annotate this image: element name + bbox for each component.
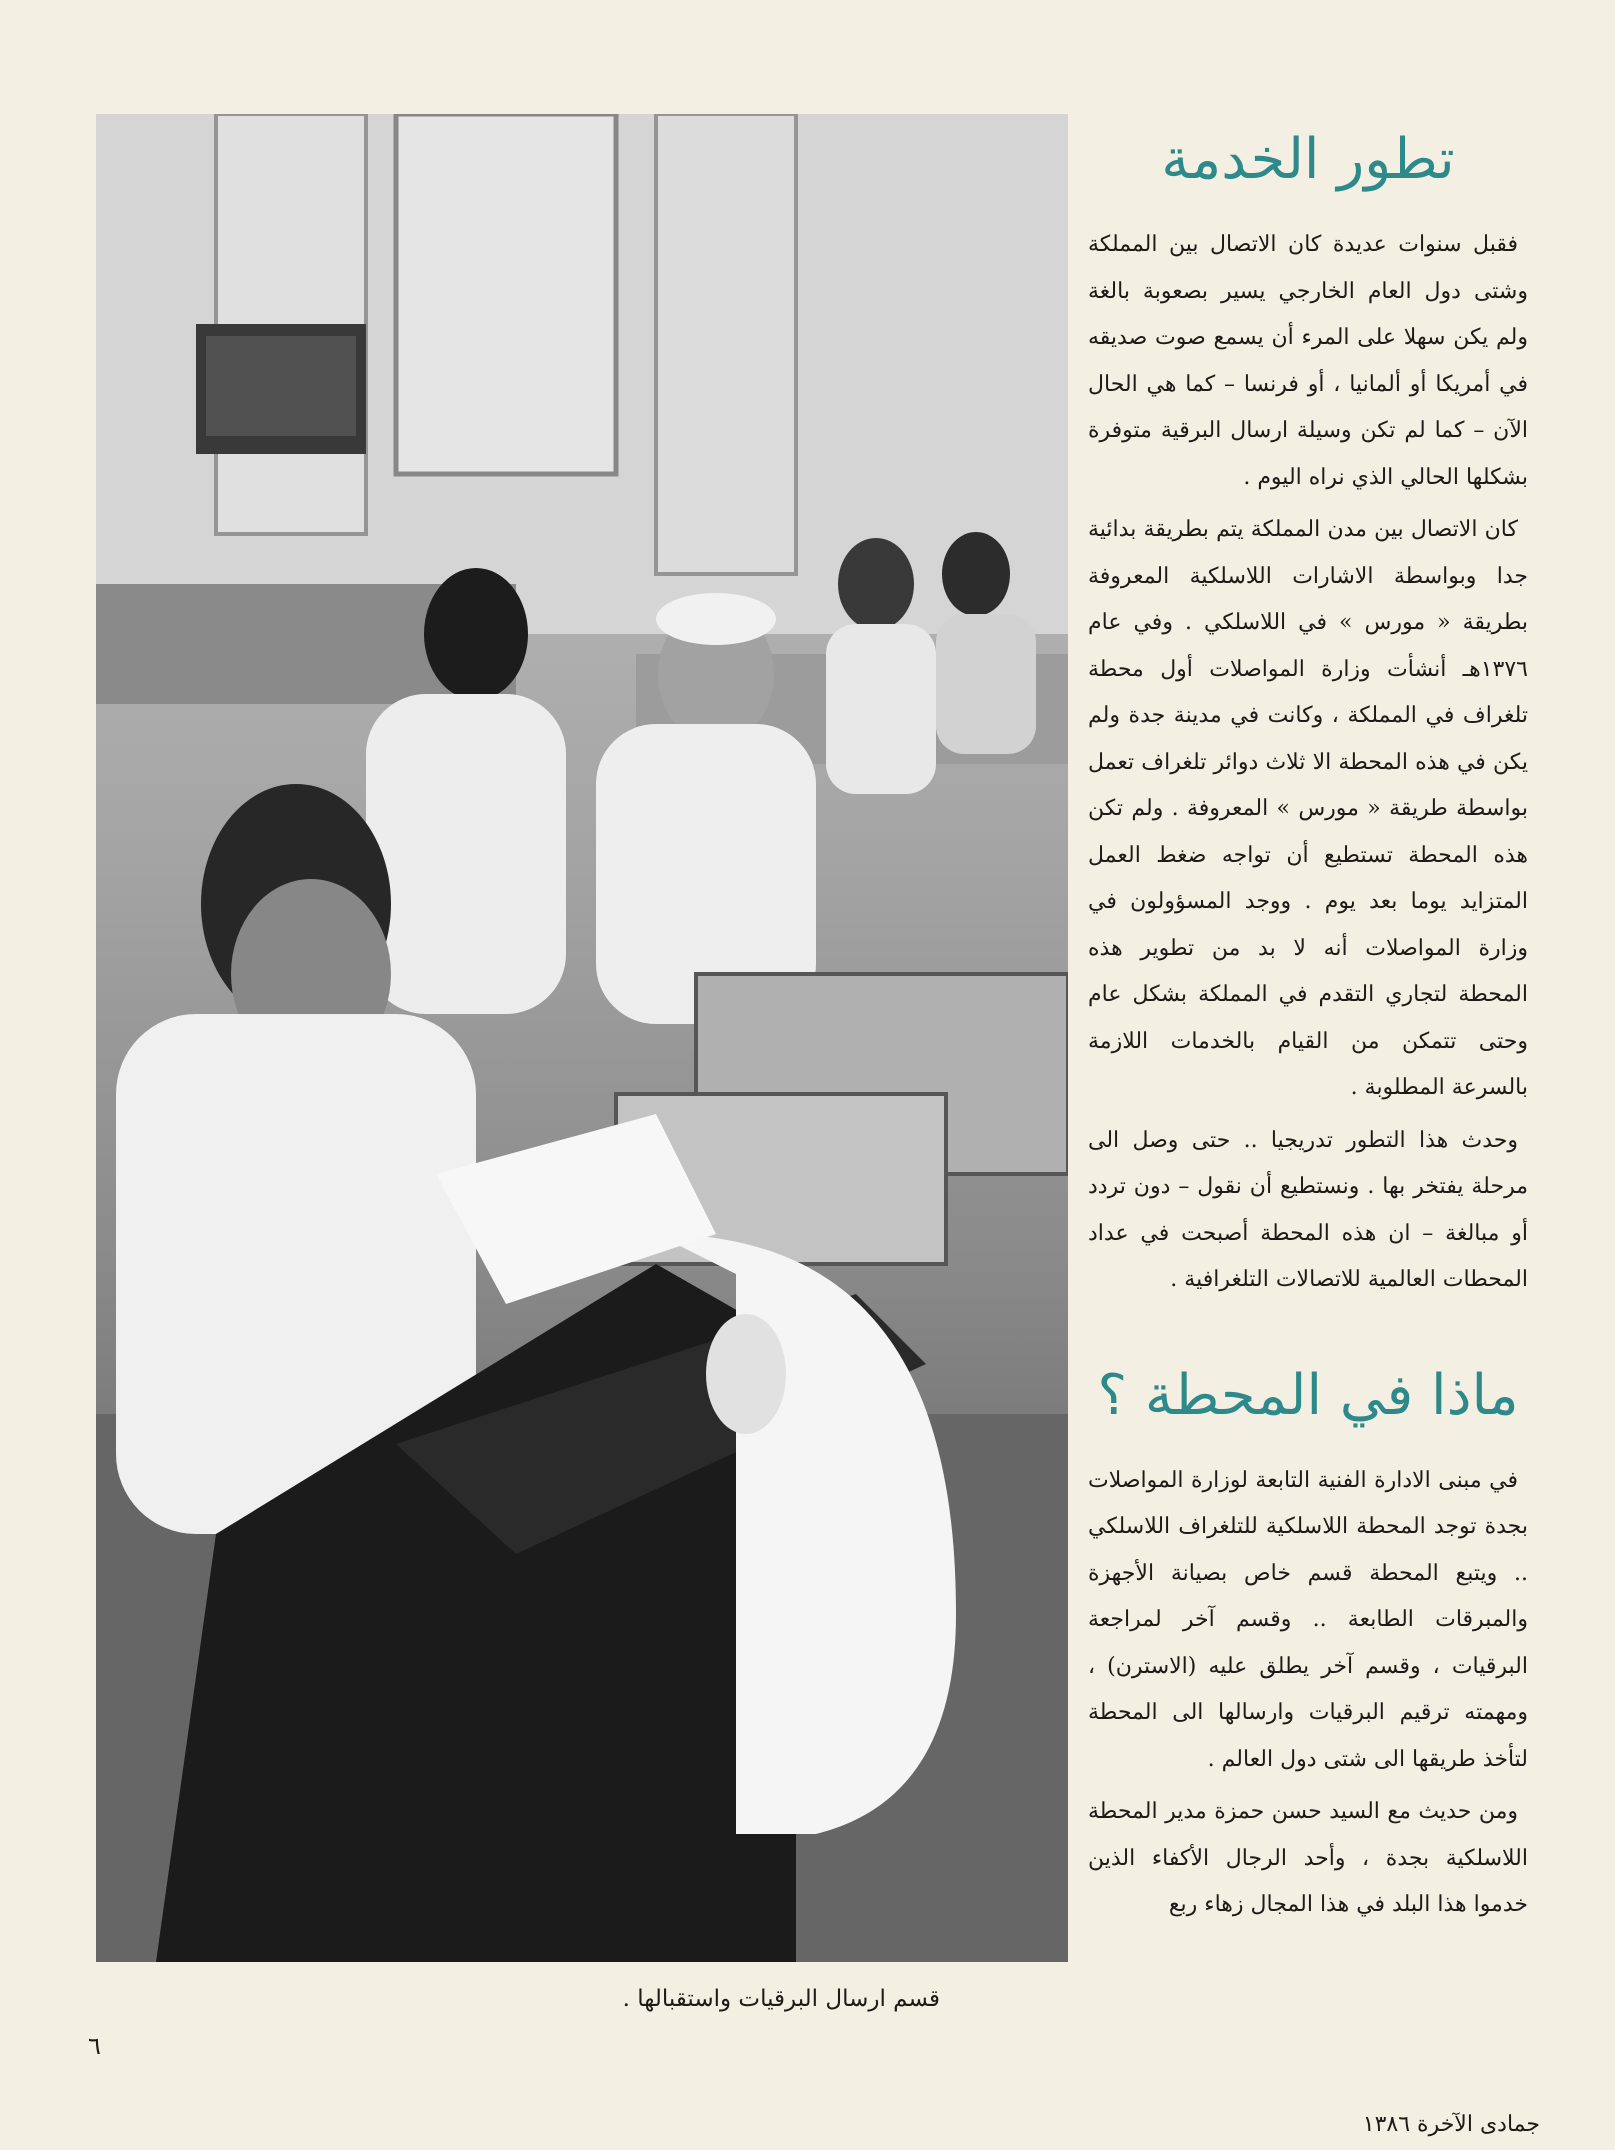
article-paragraph: فقبل سنوات عديدة كان الاتصال بين المملكة وشتى دول العام الخارجي يسير بصعوبة بالغة ولم يكن سهلا على المرء أن يسمع صوت صديقه في أمريكا أو ألمانيا ، أو فرنسا – كما هي الحال الآن – كما لم تكن وسيلة ارسال البرقية متوفرة بشكلها الحالي الذي نراه اليوم . [1088,232,1528,490]
section-heading-service-development: تطور الخدمة [1161,127,1455,192]
article-column [1088,120,1528,1935]
article-paragraph: وحدث هذا التطور تدريجيا .. حتى وصل الى مرحلة يفتخر بها . ونستطيع أن نقول – دون تردد أو مبالغة – ان هذه المحطة أصبحت في عداد المحطات العالمية للاتصالات التلغرافية . [1088,1127,1528,1292]
photo-illustration [96,114,1068,1962]
article-paragraph: ومن حديث مع السيد حسن حمزة مدير المحطة اللاسلكية بجدة ، وأحد الرجال الأكفاء الذين خدموا هذا البلد في هذا المجال زهاء ربع [1088,1799,1528,1917]
page-number: ٦ [88,2032,101,2060]
section-heading-station: ماذا في المحطة ؟ [1097,1362,1519,1428]
article-paragraph: في مبنى الادارة الفنية التابعة لوزارة المواصلات بجدة توجد المحطة اللاسلكية للتلغراف اللاسلكي .. ويتبع المحطة قسم خاص بصيانة الأجهزة والمبرقات الطابعة .. وقسم آخر لمراجعة البرقيات ، وقسم آخر يطلق عليه (الاسترن) ، ومهمته ترقيم البرقيات وارسالها الى المحطة لتأخذ طريقها الى شتى دول العالم . [1088,1467,1528,1772]
photo-caption: قسم ارسال البرقيات واستقبالها . [622,1986,940,2012]
article-paragraph: كان الاتصال بين مدن المملكة يتم بطريقة بدائية جدا وبواسطة الاشارات اللاسلكية المعروفة بطريقة « مورس » في اللاسلكي . وفي عام ١٣٧٦هـ أنشأت وزارة المواصلات أول محطة تلغراف في المملكة ، وكانت في مدينة جدة ولم يكن في هذه المحطة الا ثلاث دوائر تلغراف تعمل بواسطة طريقة « مورس » المعروفة . ولم تكن هذه المحطة تستطيع أن تواجه ضغط العمل المتزايد يوما بعد يوم . ووجد المسؤولون في وزارة المواصلات أنه لا بد من تطوير هذه المحطة لتجاري التقدم في المملكة بشكل عام وحتى تتمكن من القيام بالخدمات اللازمة بالسرعة المطلوبة . [1088,517,1528,1100]
issue-date-footer: جمادى الآخرة ١٣٨٦ [1362,2112,1540,2137]
telegraph-room-photo [96,114,1068,1962]
